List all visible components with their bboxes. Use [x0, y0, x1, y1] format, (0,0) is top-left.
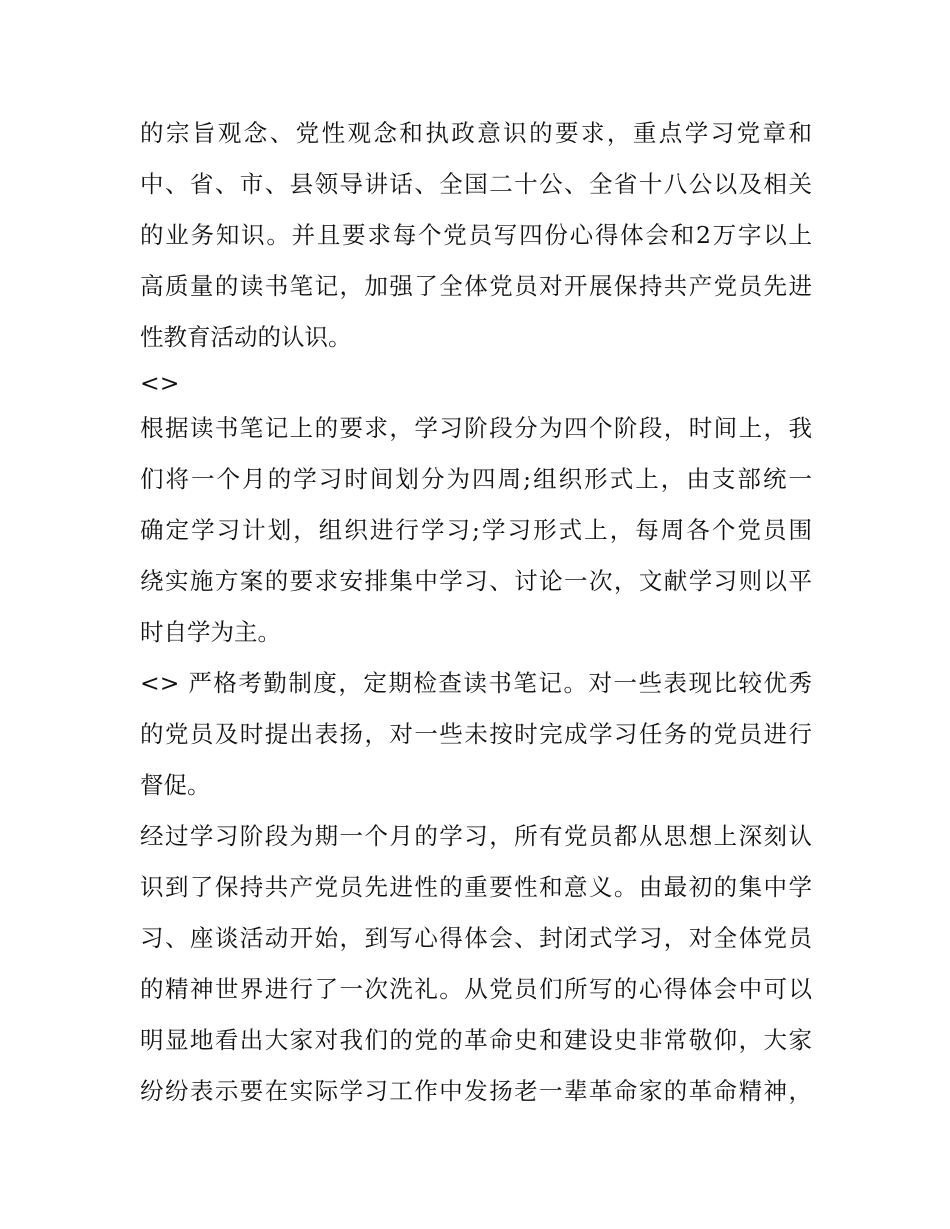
text-line: 中、省、市、县领导讲话、全国二十公、全省十八公以及相关	[140, 170, 812, 198]
marker-line: <>	[140, 369, 180, 397]
text-line: 们将一个月的学习时间划分为四周;组织形式上，由支部统一	[140, 465, 812, 493]
text-line: 纷纷表示要在实际学习工作中发扬老一辈革命家的革命精神，	[140, 1077, 812, 1105]
text-line: 识到了保持共产党员先进性的重要性和意义。由最初的集中学	[140, 873, 812, 901]
text-line: 督促。	[140, 771, 211, 799]
text-line: 的业务知识。并且要求每个党员写四份心得体会和2万字以上	[140, 221, 812, 249]
text-line: 的精神世界进行了一次洗礼。从党员们所写的心得体会中可以	[140, 975, 812, 1003]
text-line: 习、座谈活动开始，到写心得体会、封闭式学习，对全体党员	[140, 924, 812, 952]
text-line: 性教育活动的认识。	[140, 323, 352, 351]
text-line: 根据读书笔记上的要求，学习阶段分为四个阶段，时间上，我	[140, 414, 812, 442]
text-line: 经过学习阶段为期一个月的学习，所有党员都从思想上深刻认	[140, 822, 812, 850]
text-line: 高质量的读书笔记，加强了全体党员对开展保持共产党员先进	[140, 272, 812, 300]
text-line: 绕实施方案的要求安排集中学习、讨论一次，文献学习则以平	[140, 567, 812, 595]
text-line: 确定学习计划，组织进行学习;学习形式上，每周各个党员围	[140, 516, 812, 544]
text-line: <> 严格考勤制度，定期检查读书笔记。对一些表现比较优秀	[140, 669, 812, 697]
text-line: 时自学为主。	[140, 618, 281, 646]
text-line: 明显地看出大家对我们的党的革命史和建设史非常敬仰，大家	[140, 1026, 812, 1054]
text-line: 的党员及时提出表扬，对一些未按时完成学习任务的党员进行	[140, 720, 812, 748]
document-body	[140, 108, 812, 1117]
text-line: 的宗旨观念、党性观念和执政意识的要求，重点学习党章和	[140, 119, 812, 147]
